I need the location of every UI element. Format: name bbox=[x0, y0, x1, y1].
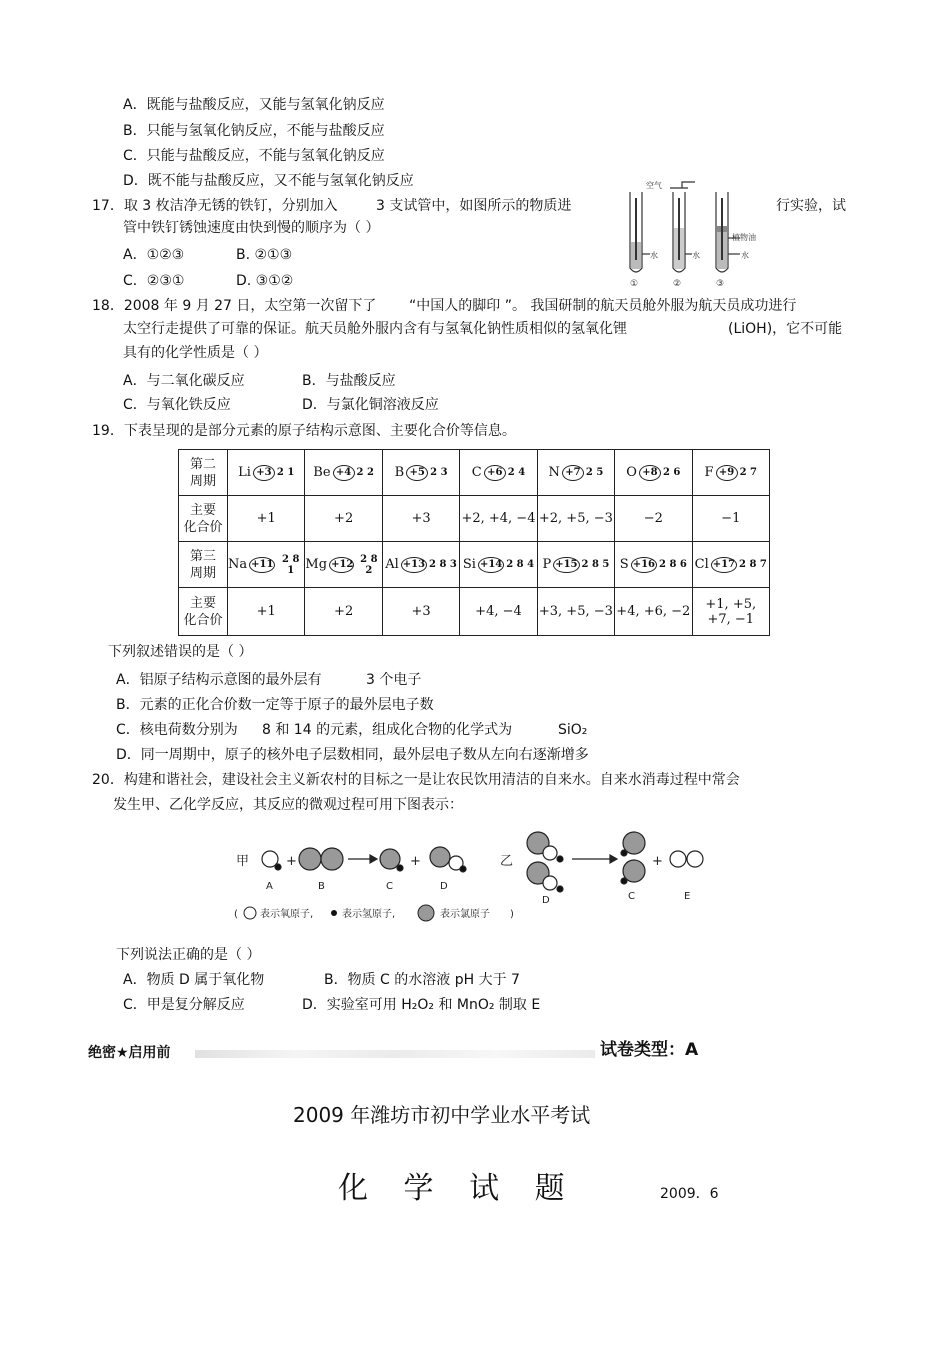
plus-1: + bbox=[286, 854, 297, 869]
element-cell: Mg +12 2 8 2 bbox=[305, 542, 382, 588]
element-cell: P +15 2 8 5 bbox=[537, 542, 614, 588]
q19-option-c3: SiO₂ bbox=[558, 722, 588, 738]
oil-label: 植物油 bbox=[732, 233, 756, 242]
tube-label-1: ① bbox=[630, 279, 639, 289]
q17-option-b: B. ②①③ bbox=[236, 247, 293, 263]
q16-option-a: A．既能与盐酸反应，又能与氢氧化钠反应 bbox=[123, 97, 385, 113]
plus-2: + bbox=[410, 854, 421, 869]
period3-header: 第三 周期 bbox=[179, 542, 228, 588]
label-e: E bbox=[684, 891, 691, 902]
q19-option-c1: C．核电荷数分别为 bbox=[116, 722, 238, 738]
q20-option-b: B．物质 C 的水溶液 pH 大于 7 bbox=[324, 972, 520, 988]
tube-label-2: ② bbox=[673, 279, 682, 289]
legend-hydrogen: 表示氢原子, bbox=[342, 909, 396, 920]
valence-cell: −2 bbox=[615, 496, 692, 542]
secret-label: 绝密★启用前 bbox=[88, 1045, 171, 1061]
reaction-diagram bbox=[230, 825, 710, 925]
exam-title: 2009 年潍坊市初中学业水平考试 bbox=[293, 1103, 591, 1127]
valence3-header: 主要 化合价 bbox=[179, 588, 228, 636]
q18-option-b: B．与盐酸反应 bbox=[302, 373, 396, 389]
q20-option-d: D．实验室可用 H₂O₂ 和 MnO₂ 制取 E bbox=[302, 997, 541, 1013]
q19-option-a1: A．铝原子结构示意图的最外层有 bbox=[116, 672, 322, 688]
q17-stem-line2: 管中铁钉锈蚀速度由快到慢的顺序为（ ） bbox=[123, 220, 380, 236]
legend-lparen: ( bbox=[234, 909, 238, 920]
water-label-3: 水 bbox=[741, 251, 749, 260]
q16-option-c: C．只能与盐酸反应，不能与氢氧化钠反应 bbox=[123, 148, 385, 164]
element-cell: Li +3 2 1 bbox=[228, 450, 305, 496]
q18-option-a: A．与二氧化碳反应 bbox=[123, 373, 245, 389]
valence-cell: +1 bbox=[228, 588, 305, 636]
label-a: A bbox=[266, 881, 273, 892]
scan-noise bbox=[195, 1050, 595, 1058]
valence2-header: 主要 化合价 bbox=[179, 496, 228, 542]
element-cell: S +16 2 8 6 bbox=[615, 542, 692, 588]
label-d: D bbox=[440, 881, 448, 892]
element-table bbox=[178, 449, 770, 636]
legend-chlorine: 表示氯原子 bbox=[440, 909, 490, 920]
period3-row bbox=[179, 542, 770, 588]
period2-header: 第二 周期 bbox=[179, 450, 228, 496]
valence-cell: +3 bbox=[382, 588, 459, 636]
q17-option-d: D. ③①② bbox=[236, 273, 294, 289]
q19-option-c2: 8 和 14 的元素，组成化合物的化学式为 bbox=[262, 722, 513, 738]
valence3-row bbox=[179, 588, 770, 636]
q16-option-d: D．既不能与盐酸反应，又不能与氢氧化钠反应 bbox=[123, 173, 414, 189]
air-label: 空气 bbox=[646, 181, 662, 190]
element-cell: Cl +17 2 8 7 bbox=[692, 542, 769, 588]
element-cell: O +8 2 6 bbox=[615, 450, 692, 496]
q16-option-b: B．只能与氢氧化钠反应，不能与盐酸反应 bbox=[123, 123, 385, 139]
label-c2: C bbox=[628, 891, 635, 902]
label-c: C bbox=[386, 881, 393, 892]
q20-option-a: A．物质 D 属于氧化物 bbox=[123, 972, 265, 988]
q17-stem-a: 17．取 3 枚洁净无锈的铁钉，分别加入 bbox=[92, 198, 338, 214]
q18-stem-line2a: 太空行走提供了可靠的保证。航天员舱外服内含有与氢氧化钠性质相似的氢氧化锂 bbox=[123, 321, 627, 337]
q18-stem-line3: 具有的化学性质是（ ） bbox=[123, 345, 268, 361]
valence-cell: +1, +5, +7, −1 bbox=[692, 588, 769, 636]
q19-option-d: D．同一周期中，原子的核外电子层数相同，最外层电子数从左向右逐渐增多 bbox=[116, 747, 589, 763]
q20-stem-line2: 发生甲、乙化学反应，其反应的微观过程可用下图表示： bbox=[113, 797, 463, 813]
element-cell: N +7 2 5 bbox=[537, 450, 614, 496]
element-cell: Al +13 2 8 3 bbox=[382, 542, 459, 588]
element-cell: F +9 2 7 bbox=[692, 450, 769, 496]
subject-title: 化 学 试 题 bbox=[338, 1171, 565, 1206]
q18-stem-line2b: (LiOH)，它不可能 bbox=[728, 321, 843, 337]
valence-cell: +2 bbox=[305, 496, 382, 542]
q18-option-c: C．与氧化铁反应 bbox=[123, 397, 231, 413]
water-label-1: 水 bbox=[650, 251, 658, 260]
valence-cell: +4, +6, −2 bbox=[615, 588, 692, 636]
jia-label: 甲 bbox=[236, 854, 250, 869]
q17-option-a: A．①②③ bbox=[123, 247, 185, 263]
paper-type: 试卷类型：A bbox=[600, 1040, 699, 1060]
q19-prompt: 下列叙述错误的是（ ） bbox=[108, 644, 253, 660]
valence-cell: +2, +5, −3 bbox=[537, 496, 614, 542]
element-cell: C +6 2 4 bbox=[460, 450, 537, 496]
q17-option-c: C．②③① bbox=[123, 273, 185, 289]
q20-stem-line1: 20．构建和谐社会，建设社会主义新农村的目标之一是让农民饮用清洁的自来水。自来水消毒过程中常会 bbox=[92, 772, 740, 788]
q17-stem-b: 3 支试管中，如图所示的物质进 bbox=[376, 198, 572, 214]
plus-3: + bbox=[652, 854, 663, 869]
q20-prompt: 下列说法正确的是（ ） bbox=[116, 947, 261, 963]
legend-rparen: ) bbox=[510, 909, 514, 920]
valence-cell: +3 bbox=[382, 496, 459, 542]
element-cell: Si +14 2 8 4 bbox=[460, 542, 537, 588]
valence-cell: +3, +5, −3 bbox=[537, 588, 614, 636]
q17-stem-c: 行实验，试 bbox=[776, 198, 846, 214]
valence-cell: +1 bbox=[228, 496, 305, 542]
valence2-row bbox=[179, 496, 770, 542]
element-cell: B +5 2 3 bbox=[382, 450, 459, 496]
exam-date: 2009．6 bbox=[660, 1186, 719, 1202]
q18-stem-a: 18．2008 年 9 月 27 日，太空第一次留下了 bbox=[92, 298, 377, 314]
legend-oxygen: 表示氧原子, bbox=[260, 909, 314, 920]
element-cell: Be +4 2 2 bbox=[305, 450, 382, 496]
element-cell: Na +11 2 8 1 bbox=[228, 542, 305, 588]
valence-cell: +4, −4 bbox=[460, 588, 537, 636]
valence-cell: +2, +4, −4 bbox=[460, 496, 537, 542]
valence-cell: −1 bbox=[692, 496, 769, 542]
test-tubes-figure bbox=[610, 180, 780, 290]
yi-label: 乙 bbox=[500, 854, 514, 869]
q18-stem-b: “中国人的脚印 ”。 我国研制的航天员舱外服为航天员成功进行 bbox=[409, 298, 797, 314]
tube-label-3: ③ bbox=[716, 279, 725, 289]
q18-option-d: D．与氯化铜溶液反应 bbox=[302, 397, 439, 413]
valence-cell: +2 bbox=[305, 588, 382, 636]
water-label-2: 水 bbox=[692, 251, 700, 260]
period2-row bbox=[179, 450, 770, 496]
label-d2: D bbox=[542, 895, 550, 906]
q20-option-c: C．甲是复分解反应 bbox=[123, 997, 245, 1013]
q19-option-b: B．元素的正化合价数一定等于原子的最外层电子数 bbox=[116, 697, 434, 713]
label-b: B bbox=[318, 881, 325, 892]
q19-stem: 19．下表呈现的是部分元素的原子结构示意图、主要化合价等信息。 bbox=[92, 423, 516, 439]
q19-option-a2: 3 个电子 bbox=[366, 672, 422, 688]
